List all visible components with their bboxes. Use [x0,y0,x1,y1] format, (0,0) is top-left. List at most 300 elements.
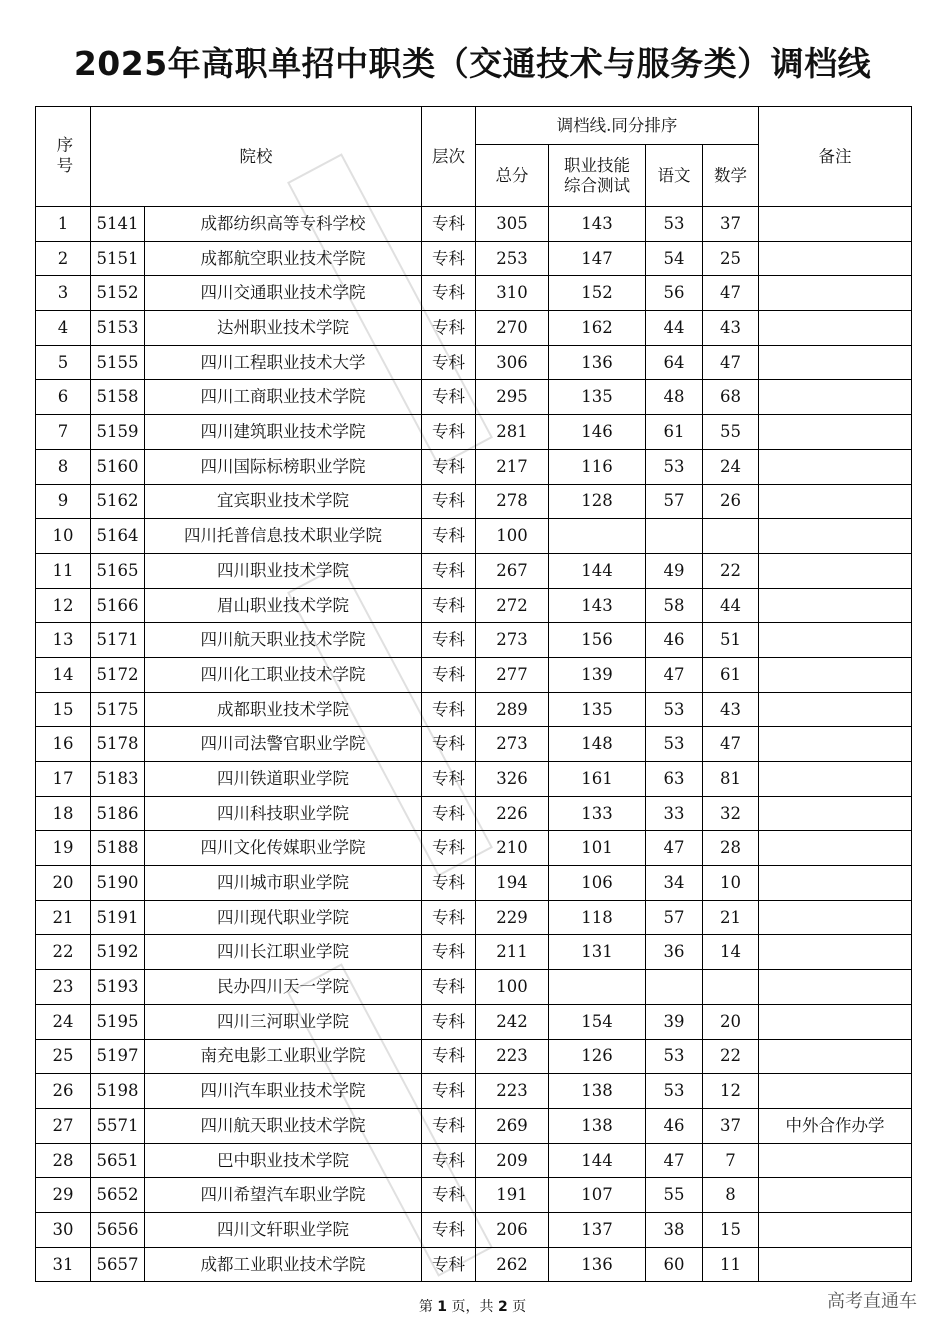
cell-skill: 161 [549,762,646,797]
cell-remark [759,1074,912,1109]
table-row [36,831,912,866]
cell-seq: 1 [36,207,91,242]
cell-chinese: 53 [646,449,703,484]
cell-seq: 27 [36,1108,91,1143]
cell-code: 5175 [91,692,145,727]
table-row [36,692,912,727]
cell-school: 达州职业技术学院 [145,311,422,346]
cell-remark [759,1212,912,1247]
cell-math: 51 [703,623,759,658]
table-row [36,1212,912,1247]
cell-code: 5188 [91,831,145,866]
table-row [36,415,912,450]
cell-total: 326 [476,762,549,797]
cell-level: 专科 [422,900,476,935]
cell-seq: 12 [36,588,91,623]
cell-school: 成都航空职业技术学院 [145,241,422,276]
cell-math: 43 [703,311,759,346]
cell-math: 61 [703,657,759,692]
cell-code: 5162 [91,484,145,519]
cell-remark [759,345,912,380]
cell-seq: 17 [36,762,91,797]
cell-code: 5152 [91,276,145,311]
cell-chinese: 39 [646,1004,703,1039]
cell-code: 5190 [91,866,145,901]
cell-seq: 20 [36,866,91,901]
cell-seq: 3 [36,276,91,311]
cell-skill: 144 [549,553,646,588]
cell-total: 295 [476,380,549,415]
cell-level: 专科 [422,1074,476,1109]
cell-level: 专科 [422,1039,476,1074]
cell-code: 5652 [91,1178,145,1213]
cell-total: 242 [476,1004,549,1039]
cell-remark [759,553,912,588]
cell-school: 四川文化传媒职业学院 [145,831,422,866]
cell-total: 281 [476,415,549,450]
table-row [36,762,912,797]
cell-level: 专科 [422,380,476,415]
cell-seq: 11 [36,553,91,588]
cell-math: 47 [703,727,759,762]
cell-skill: 148 [549,727,646,762]
cell-seq: 10 [36,519,91,554]
cell-school: 成都工业职业技术学院 [145,1247,422,1282]
cell-total: 211 [476,935,549,970]
cell-remark [759,935,912,970]
cell-school: 四川铁道职业学院 [145,762,422,797]
cell-chinese: 61 [646,415,703,450]
cell-remark [759,311,912,346]
cell-math: 12 [703,1074,759,1109]
cell-total: 269 [476,1108,549,1143]
cell-remark [759,1004,912,1039]
table-row [36,380,912,415]
cell-school: 四川托普信息技术职业学院 [145,519,422,554]
cell-code: 5193 [91,970,145,1005]
cell-seq: 5 [36,345,91,380]
cell-chinese: 36 [646,935,703,970]
cell-chinese: 47 [646,1143,703,1178]
cell-school: 四川科技职业学院 [145,796,422,831]
cell-school: 四川建筑职业技术学院 [145,415,422,450]
cell-math: 21 [703,900,759,935]
cell-code: 5657 [91,1247,145,1282]
cell-school: 民办四川天一学院 [145,970,422,1005]
cell-code: 5183 [91,762,145,797]
cell-skill: 118 [549,900,646,935]
cell-math: 15 [703,1212,759,1247]
cell-math: 37 [703,1108,759,1143]
cell-seq: 2 [36,241,91,276]
cell-code: 5191 [91,900,145,935]
cell-school: 四川航天职业技术学院 [145,1108,422,1143]
cell-math: 81 [703,762,759,797]
cell-school: 成都职业技术学院 [145,692,422,727]
cell-math: 24 [703,449,759,484]
cell-chinese: 53 [646,1039,703,1074]
cell-remark [759,900,912,935]
cell-level: 专科 [422,623,476,658]
cell-remark [759,796,912,831]
table-row [36,241,912,276]
cell-school: 四川化工职业技术学院 [145,657,422,692]
cell-level: 专科 [422,935,476,970]
cell-skill: 135 [549,692,646,727]
cell-level: 专科 [422,1004,476,1039]
cell-chinese [646,970,703,1005]
cell-math: 11 [703,1247,759,1282]
cell-math: 47 [703,345,759,380]
cell-code: 5165 [91,553,145,588]
cell-remark: 中外合作办学 [759,1108,912,1143]
table-row [36,1004,912,1039]
cell-skill: 138 [549,1074,646,1109]
cell-total: 229 [476,900,549,935]
cell-remark [759,831,912,866]
cell-math: 44 [703,588,759,623]
cell-skill: 152 [549,276,646,311]
cell-skill: 138 [549,1108,646,1143]
cell-remark [759,449,912,484]
cell-seq: 4 [36,311,91,346]
cell-math: 8 [703,1178,759,1213]
cell-skill: 162 [549,311,646,346]
table-row [36,519,912,554]
cell-school: 四川城市职业学院 [145,866,422,901]
cell-school: 巴中职业技术学院 [145,1143,422,1178]
cell-chinese: 49 [646,553,703,588]
cell-skill: 135 [549,380,646,415]
cell-seq: 14 [36,657,91,692]
footer-prefix: 第 [418,1299,433,1315]
cell-code: 5186 [91,796,145,831]
cell-school: 南充电影工业职业学院 [145,1039,422,1074]
cell-total: 278 [476,484,549,519]
cell-seq: 29 [36,1178,91,1213]
cell-skill: 128 [549,484,646,519]
cell-remark [759,727,912,762]
cell-school: 四川长江职业学院 [145,935,422,970]
cell-chinese: 58 [646,588,703,623]
cell-school: 四川司法警官职业学院 [145,727,422,762]
cell-chinese: 47 [646,831,703,866]
header-total: 总分 [476,145,549,207]
cell-seq: 16 [36,727,91,762]
table-row [36,623,912,658]
cell-remark [759,970,912,1005]
cell-code: 5153 [91,311,145,346]
cell-math: 10 [703,866,759,901]
cell-level: 专科 [422,1143,476,1178]
cell-chinese: 53 [646,207,703,242]
header-skill: 职业技能综合测试 [549,145,646,207]
cell-level: 专科 [422,276,476,311]
cell-code: 5155 [91,345,145,380]
table-row [36,588,912,623]
cell-total: 100 [476,519,549,554]
cell-skill: 147 [549,241,646,276]
cell-chinese: 53 [646,1074,703,1109]
cell-level: 专科 [422,311,476,346]
cell-total: 306 [476,345,549,380]
cell-total: 253 [476,241,549,276]
cell-remark [759,1143,912,1178]
cell-code: 5172 [91,657,145,692]
cell-remark [759,415,912,450]
footer-page: 1 [437,1299,448,1315]
cell-remark [759,276,912,311]
cell-seq: 18 [36,796,91,831]
cell-level: 专科 [422,831,476,866]
cell-total: 272 [476,588,549,623]
cell-seq: 9 [36,484,91,519]
cell-skill: 136 [549,1247,646,1282]
table-row [36,1039,912,1074]
cell-seq: 30 [36,1212,91,1247]
cell-skill: 139 [549,657,646,692]
cell-chinese: 63 [646,762,703,797]
cell-school: 眉山职业技术学院 [145,588,422,623]
cell-math: 22 [703,1039,759,1074]
cell-school: 四川汽车职业技术学院 [145,1074,422,1109]
header-cutoff-group: 调档线.同分排序 [476,107,759,145]
cell-math: 26 [703,484,759,519]
cell-seq: 21 [36,900,91,935]
cell-skill [549,519,646,554]
table-row [36,553,912,588]
cell-level: 专科 [422,692,476,727]
cell-code: 5159 [91,415,145,450]
cell-level: 专科 [422,1247,476,1282]
cell-seq: 24 [36,1004,91,1039]
footer-mid: 页，共 [451,1299,494,1315]
cell-math: 37 [703,207,759,242]
cell-math [703,970,759,1005]
cell-code: 5164 [91,519,145,554]
cell-level: 专科 [422,484,476,519]
cell-remark [759,588,912,623]
cell-math: 25 [703,241,759,276]
header-seq: 序号 [36,107,91,207]
cell-seq: 23 [36,970,91,1005]
cell-remark [759,1178,912,1213]
cell-skill: 144 [549,1143,646,1178]
cell-total: 277 [476,657,549,692]
header-remark: 备注 [759,107,912,207]
cell-chinese: 48 [646,380,703,415]
cell-remark [759,762,912,797]
table-row [36,345,912,380]
table-row [36,1108,912,1143]
cell-chinese: 57 [646,484,703,519]
cell-chinese: 53 [646,727,703,762]
cell-code: 5160 [91,449,145,484]
cell-math: 14 [703,935,759,970]
cell-math: 47 [703,276,759,311]
cell-skill: 106 [549,866,646,901]
cell-level: 专科 [422,1108,476,1143]
cell-chinese: 46 [646,1108,703,1143]
cell-total: 206 [476,1212,549,1247]
cell-total: 191 [476,1178,549,1213]
cell-math: 28 [703,831,759,866]
table-row [36,1074,912,1109]
cell-skill: 156 [549,623,646,658]
footer-suffix: 页 [512,1299,527,1315]
header-level: 层次 [422,107,476,207]
cell-math: 22 [703,553,759,588]
cell-code: 5178 [91,727,145,762]
cell-seq: 22 [36,935,91,970]
cell-school: 四川工商职业技术学院 [145,380,422,415]
table-row [36,449,912,484]
cell-remark [759,207,912,242]
cell-level: 专科 [422,657,476,692]
table-row [36,727,912,762]
cell-skill: 101 [549,831,646,866]
cell-level: 专科 [422,553,476,588]
cell-school: 四川文轩职业学院 [145,1212,422,1247]
cell-school: 四川交通职业技术学院 [145,276,422,311]
cell-remark [759,657,912,692]
cell-school: 四川职业技术学院 [145,553,422,588]
cell-remark [759,866,912,901]
cell-seq: 31 [36,1247,91,1282]
cell-chinese: 60 [646,1247,703,1282]
cell-code: 5571 [91,1108,145,1143]
cell-math: 68 [703,380,759,415]
cell-remark [759,241,912,276]
cell-chinese: 57 [646,900,703,935]
cell-level: 专科 [422,415,476,450]
table-body [36,207,912,1282]
cell-skill: 137 [549,1212,646,1247]
cell-code: 5158 [91,380,145,415]
cell-skill: 136 [549,345,646,380]
table-row [36,900,912,935]
cell-total: 270 [476,311,549,346]
cell-total: 262 [476,1247,549,1282]
cell-skill: 154 [549,1004,646,1039]
cell-chinese: 64 [646,345,703,380]
header-math: 数学 [703,145,759,207]
cell-code: 5151 [91,241,145,276]
cell-remark [759,484,912,519]
cell-code: 5198 [91,1074,145,1109]
cell-chinese: 46 [646,623,703,658]
cell-chinese: 54 [646,241,703,276]
cell-math: 7 [703,1143,759,1178]
cell-chinese: 53 [646,692,703,727]
cell-total: 194 [476,866,549,901]
cell-skill: 107 [549,1178,646,1213]
cell-level: 专科 [422,796,476,831]
header-school: 院校 [91,107,422,207]
cell-seq: 15 [36,692,91,727]
cell-level: 专科 [422,588,476,623]
header-chinese: 语文 [646,145,703,207]
cell-math: 32 [703,796,759,831]
cell-level: 专科 [422,762,476,797]
cell-school: 成都纺织高等专科学校 [145,207,422,242]
cell-remark [759,1039,912,1074]
cell-total: 226 [476,796,549,831]
table-row [36,484,912,519]
cell-level: 专科 [422,207,476,242]
cell-chinese: 34 [646,866,703,901]
cell-level: 专科 [422,727,476,762]
cell-math: 55 [703,415,759,450]
cell-seq: 8 [36,449,91,484]
cell-total: 289 [476,692,549,727]
table-row [36,1178,912,1213]
cell-chinese: 47 [646,657,703,692]
cell-total: 223 [476,1039,549,1074]
table-row [36,796,912,831]
cell-code: 5141 [91,207,145,242]
cell-math: 20 [703,1004,759,1039]
cell-total: 267 [476,553,549,588]
cell-math: 43 [703,692,759,727]
cell-code: 5171 [91,623,145,658]
cell-code: 5195 [91,1004,145,1039]
cell-total: 305 [476,207,549,242]
cell-level: 专科 [422,345,476,380]
cell-code: 5197 [91,1039,145,1074]
cell-chinese: 38 [646,1212,703,1247]
cell-seq: 19 [36,831,91,866]
cell-chinese: 33 [646,796,703,831]
cell-skill: 131 [549,935,646,970]
cell-school: 宜宾职业技术学院 [145,484,422,519]
cell-total: 209 [476,1143,549,1178]
cell-math [703,519,759,554]
cell-chinese [646,519,703,554]
cell-remark [759,519,912,554]
cell-level: 专科 [422,1212,476,1247]
table-row [36,1247,912,1282]
cell-total: 273 [476,727,549,762]
cell-level: 专科 [422,970,476,1005]
cutoff-table [35,106,912,1282]
table-row [36,657,912,692]
cell-level: 专科 [422,1178,476,1213]
cell-skill: 116 [549,449,646,484]
cell-total: 310 [476,276,549,311]
cell-skill: 133 [549,796,646,831]
table-row [36,276,912,311]
cell-seq: 13 [36,623,91,658]
cell-seq: 6 [36,380,91,415]
cell-code: 5651 [91,1143,145,1178]
table-row [36,866,912,901]
table-row [36,970,912,1005]
cell-code: 5656 [91,1212,145,1247]
table-row [36,207,912,242]
cell-school: 四川希望汽车职业学院 [145,1178,422,1213]
cell-seq: 28 [36,1143,91,1178]
cell-code: 5192 [91,935,145,970]
cell-total: 217 [476,449,549,484]
cell-total: 210 [476,831,549,866]
cell-remark [759,380,912,415]
cell-level: 专科 [422,866,476,901]
cell-skill: 143 [549,588,646,623]
cell-school: 四川工程职业技术大学 [145,345,422,380]
cell-skill: 146 [549,415,646,450]
cell-total: 100 [476,970,549,1005]
